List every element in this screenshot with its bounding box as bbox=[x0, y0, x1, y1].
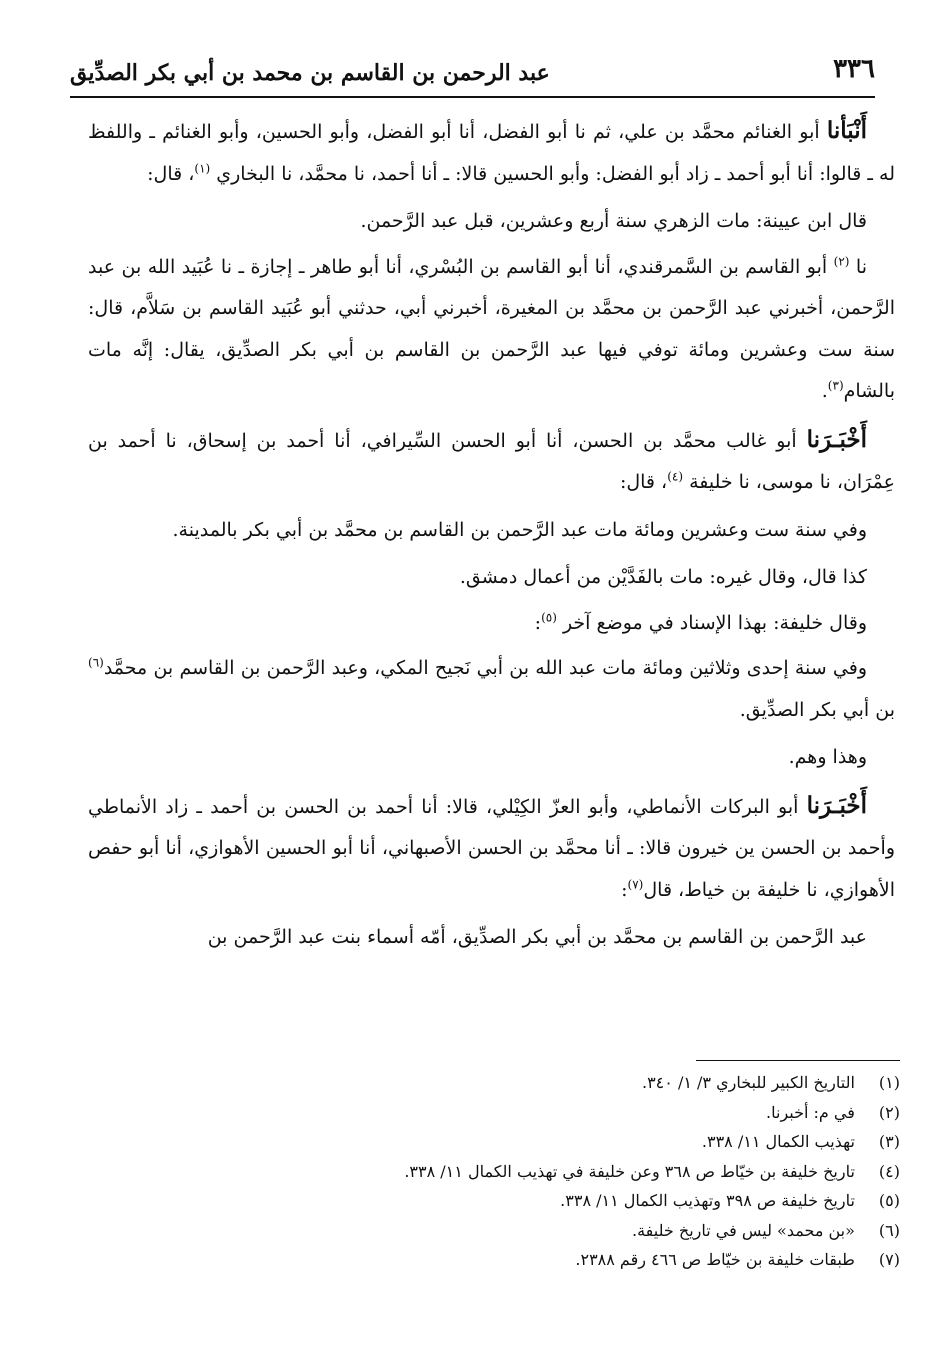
footnote-ref-5: (٥) bbox=[541, 610, 557, 625]
footnote-text: التاريخ الكبير للبخاري ٣/ ١/ ٣٤٠. bbox=[641, 1073, 855, 1092]
footnote-ref-6: (٦) bbox=[88, 655, 104, 670]
footnote-number: (٦) bbox=[878, 1220, 900, 1240]
running-head: عبد الرحمن بن القاسم بن محمد بن أبي بكر الصدِّيق bbox=[70, 60, 550, 86]
footnote-number: (٣) bbox=[878, 1132, 900, 1151]
paragraph-4-text: أبو غالب محمَّد بن الحسن، أنا أبو الحسن السِّيرافي، أنا أحمد بن إسحاق، نا أحمد بن عِمْرَان، نا موسى، نا خليفة bbox=[88, 429, 895, 493]
paragraph-11 bbox=[88, 917, 895, 959]
footnote-ref-3: (٣) bbox=[827, 378, 844, 393]
footnote-number: (٧) bbox=[878, 1250, 900, 1269]
paragraph-4 bbox=[88, 419, 895, 504]
paragraph-11-text: عبد الرَّحمن بن القاسم بن محمَّد بن أبي بكر الصدِّيق، أمّه أسماء بنت عبد الرَّحمن بن bbox=[207, 926, 867, 948]
footnote-1 bbox=[140, 1068, 900, 1098]
footnote-text: تهذيب الكمال ١١/ ٣٣٨. bbox=[701, 1132, 855, 1151]
paragraph-3-tail: . bbox=[821, 380, 828, 402]
paragraph-1 bbox=[88, 110, 895, 195]
paragraph-7-text: وقال خليفة: بهذا الإسناد في موضع آخر bbox=[562, 611, 867, 634]
footnote-text: في م: أخبرنا. bbox=[766, 1102, 855, 1122]
paragraph-8-text: وفي سنة إحدى وثلاثين ومائة مات عبد الله بن أبي نَجيح المكي، وعبد الرَّحمن بن القاسم بن محمَّد bbox=[103, 657, 867, 679]
paragraph-4-lead: أَخْبَـرَنا bbox=[806, 425, 867, 453]
paragraph-6 bbox=[88, 557, 895, 599]
footnote-text: تاريخ خليفة ص ٣٩٨ وتهذيب الكمال ١١/ ٣٣٨. bbox=[560, 1191, 855, 1210]
footnote-ref-2: (٢) bbox=[833, 254, 850, 269]
paragraph-10 bbox=[88, 785, 895, 912]
footnote-number: (٥) bbox=[878, 1191, 900, 1210]
footnote-ref-7: (٧) bbox=[627, 877, 644, 892]
paragraph-4-tail: ، قال: bbox=[619, 471, 668, 493]
footnote-text: طبقات خليفة بن خيّاط ص ٤٦٦ رقم ٢٣٨٨. bbox=[575, 1250, 855, 1269]
paragraph-10-tail: : bbox=[621, 878, 628, 901]
paragraph-3-text: أبو القاسم بن السَّمرقندي، أنا أبو القاسم بن البُسْري، أنا أبو طاهر ـ إجازة ـ نا عُبَيد الله بن عبد الرَّحمن، أخبرني عبد الرَّحمن بن محمَّد بن المغيرة، أخبرني أبي، حدثني أبو عُبَيد القاسم بن سَلاَّم، قال: سنة ست وعشرين ومائة توفي فيها عبد الرَّحمن بن القاسم بن أبي بكر الصدِّيق، يقال: إنَّه مات بالشام bbox=[88, 255, 895, 402]
footnote-3 bbox=[140, 1127, 900, 1157]
paragraph-5 bbox=[88, 510, 895, 552]
paragraph-8-tail: بن أبي بكر الصدِّيق. bbox=[739, 698, 895, 721]
paragraph-7 bbox=[88, 603, 895, 645]
paragraph-9-text: وهذا وهم. bbox=[788, 746, 867, 768]
footnote-text: تاريخ خليفة بن خيّاط ص ٣٦٨ وعن خليفة في تهذيب الكمال ١١/ ٣٣٨. bbox=[404, 1161, 855, 1181]
footnote-ref-4: (٤) bbox=[667, 469, 684, 484]
footnote-7 bbox=[140, 1245, 900, 1275]
footnote-number: (٤) bbox=[878, 1161, 900, 1181]
paragraph-3 bbox=[88, 247, 895, 413]
footnote-2 bbox=[140, 1098, 900, 1128]
footnote-text: «بن محمد» ليس في تاريخ خليفة. bbox=[632, 1220, 855, 1240]
paragraph-9 bbox=[88, 737, 895, 779]
main-text bbox=[88, 110, 895, 965]
footnotes bbox=[140, 1068, 900, 1275]
footnote-5 bbox=[140, 1186, 900, 1216]
footnote-number: (١) bbox=[878, 1073, 900, 1092]
paragraph-1-lead: أَنْبَأنا bbox=[826, 117, 867, 144]
paragraph-3-head: نا bbox=[855, 255, 867, 278]
paragraph-5-text: وفي سنة ست وعشرين ومائة مات عبد الرَّحمن بن القاسم بن محمَّد بن أبي بكر بالمدينة. bbox=[172, 518, 867, 541]
page-header bbox=[70, 52, 875, 98]
paragraph-7-tail: : bbox=[534, 611, 542, 634]
paragraph-6-text: كذا قال، وقال غيره: مات بالفَدَّيْن من أعمال دمشق. bbox=[459, 566, 867, 588]
footnote-ref-1: (١) bbox=[194, 161, 211, 176]
paragraph-1-tail: ، قال: bbox=[147, 162, 195, 185]
footnote-number: (٢) bbox=[878, 1102, 900, 1122]
footnote-4 bbox=[140, 1157, 900, 1187]
paragraph-10-lead: أَخْبَـرَنا bbox=[806, 791, 867, 819]
paragraph-10-text: أبو البركات الأنماطي، وأبو العزّ الكِيْلي، قالا: أنا أحمد بن الحسن بن أحمد ـ زاد الأنماطي وأحمد بن الحسن ين خيرون قالا: ـ أنا محمَّد بن الحسن الأصبهاني، أنا أبو الحسين الأهوازي، أنا أبو حفص الأهوازي، نا خليفة بن خياط، قال bbox=[88, 795, 895, 901]
footnote-separator bbox=[696, 1060, 900, 1061]
page-number: ٣٣٦ bbox=[833, 54, 875, 84]
paragraph-2-text: قال ابن عيينة: مات الزهري سنة أربع وعشرين، قبل عبد الرَّحمن. bbox=[360, 210, 867, 232]
paragraph-2 bbox=[88, 201, 895, 243]
paragraph-1-text: أبو الغنائم محمَّد بن علي، ثم نا أبو الفضل، أنا أبو الفضل، وأبو الحسين، وأبو الغنائم ـ واللفظ له ـ قالوا: أنا أبو أحمد ـ زاد أبو الفضل: وأبو الحسين قالا: ـ أنا أحمد، نا محمَّد، نا البخاري bbox=[88, 121, 895, 185]
paragraph-8 bbox=[88, 648, 895, 731]
footnote-6 bbox=[140, 1216, 900, 1246]
